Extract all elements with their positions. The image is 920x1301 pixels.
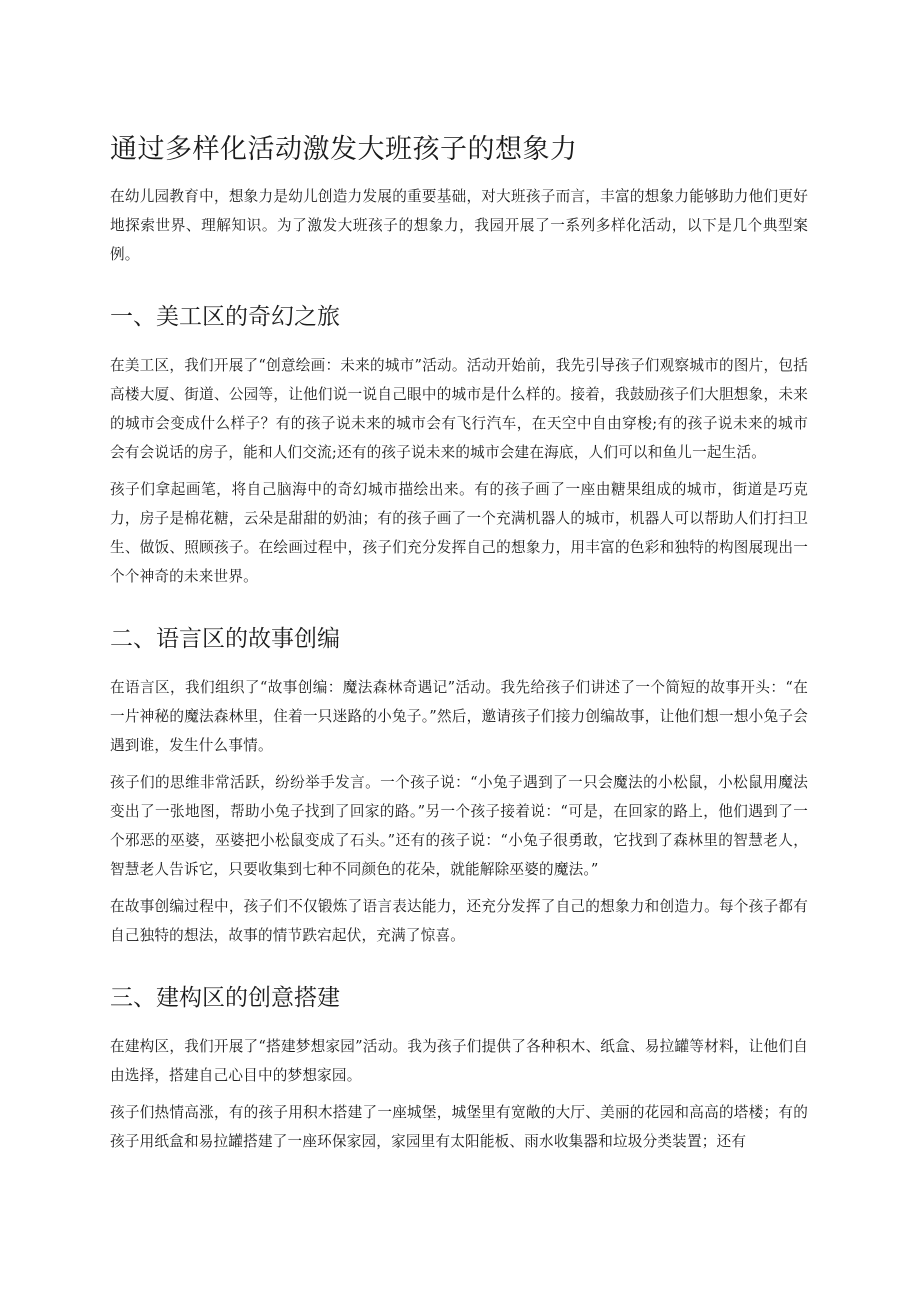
section-language-area — [110, 621, 808, 950]
paragraph: 孩子们热情高涨，有的孩子用积木搭建了一座城堡，城堡里有宽敞的大厅、美丽的花园和高高的塔楼；有的孩子用纸盒和易拉罐搭建了一座环保家园，家园里有太阳能板、雨水收集器和垃圾分类装置；还有 — [110, 1104, 808, 1150]
section-heading: 二、语言区的故事创编 — [110, 626, 340, 652]
paragraph: 孩子们的思维非常活跃，纷纷举手发言。一个孩子说：“小兔子遇到了一只会魔法的小松鼠，小松鼠用魔法变出了一张地图，帮助小兔子找到了回家的路。”另一个孩子接着说：“可是，在回家的路上，他们遇到了一个邪恶的巫婆，巫婆把小松鼠变成了石头。”还有的孩子说：“小兔子很勇敢，它找到了森林里的智慧老人，智慧老人告诉它，只要收集到七种不同颜色的花朵，就能解除巫婆的魔法。” — [110, 774, 808, 878]
paragraph: 在美工区，我们开展了“创意绘画：未来的城市”活动。活动开始前，我先引导孩子们观察城市的图片，包括高楼大厦、街道、公园等，让他们说一说自己眼中的城市是什么样的。接着，我鼓励孩子们大胆想象，未来的城市会变成什么样子？有的孩子说未来的城市会有飞行汽车，在天空中自由穿梭;有的孩子说未来的城市会有会说话的房子，能和人们交流;还有的孩子说未来的城市会建在海底，人们可以和鱼儿一起生活。 — [110, 357, 808, 461]
paragraph: 孩子们拿起画笔，将自己脑海中的奇幻城市描绘出来。有的孩子画了一座由糖果组成的城市，街道是巧克力，房子是棉花糖，云朵是甜甜的奶油；有的孩子画了一个充满机器人的城市，机器人可以帮助人们打扫卫生、做饭、照顾孩子。在绘画过程中，孩子们充分发挥自己的想象力，用丰富的色彩和独特的构图展现出一个个神奇的未来世界。 — [110, 481, 808, 585]
paragraph: 在语言区，我们组织了“故事创编：魔法森林奇遇记”活动。我先给孩子们讲述了一个简短的故事开头：“在一片神秘的魔法森林里，住着一只迷路的小兔子。”然后，邀请孩子们接力创编故事，让他们想一想小兔子会遇到谁，发生什么事情。 — [110, 679, 808, 754]
paragraph: 在故事创编过程中，孩子们不仅锻炼了语言表达能力，还充分发挥了自己的想象力和创造力。每个孩子都有自己独特的想法，故事的情节跌宕起伏，充满了惊喜。 — [110, 898, 808, 944]
section-heading: 一、美工区的奇幻之旅 — [110, 304, 340, 330]
document-title: 通过多样化活动激发大班孩子的想象力 — [110, 134, 578, 165]
section-construction-area — [110, 980, 808, 1156]
paragraph: 在建构区，我们开展了“搭建梦想家园”活动。我为孩子们提供了各种积木、纸盒、易拉罐等材料，让他们自由选择，搭建自己心目中的梦想家园。 — [110, 1038, 808, 1084]
document-page — [110, 128, 808, 1164]
section-art-area — [110, 299, 808, 591]
intro-paragraph: 在幼儿园教育中，想象力是幼儿创造力发展的重要基础，对大班孩子而言，丰富的想象力能够助力他们更好地探索世界、理解知识。为了激发大班孩子的想象力，我园开展了一系列多样化活动，以下是几个典型案例。 — [110, 188, 808, 263]
section-heading: 三、建构区的创意搭建 — [110, 985, 340, 1011]
